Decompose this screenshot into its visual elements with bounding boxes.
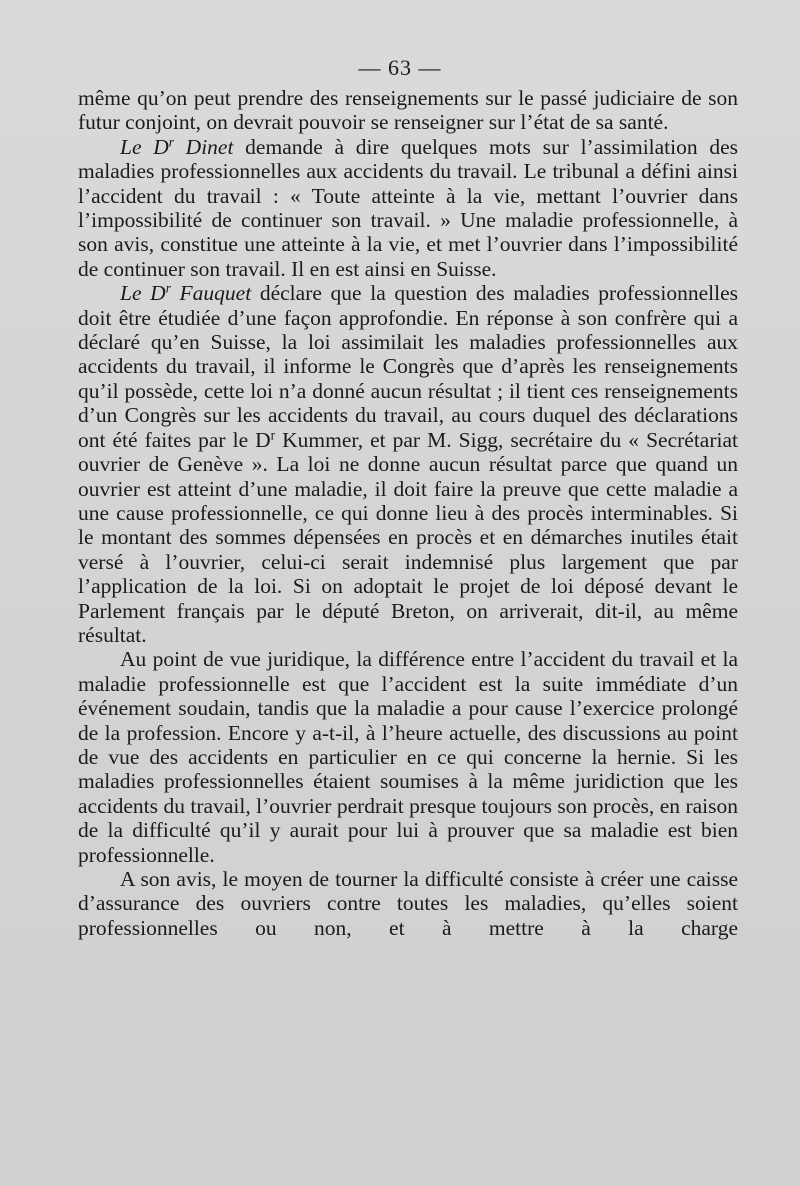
speaker-name: Dinet [185,134,234,159]
paragraph-4 [78,647,738,867]
paragraph-4-text: Au point de vue juridique, la différence entre l’accident du travail et la maladie professionnelle est que l’accident est la suite immédiate d’un événement soudain, tandis que la maladie a pour cause l’exercice prolongé de la profession. Encore y a-t-il, à l’heure actuelle, des discussions au point de vue des accidents en particulier en ce qui concerne la hernie. Si les maladies professionnelles étaient soumises à la même juridiction que les accidents du travail, l’ouvrier perdrait presque toujours son procès, en raison de la difficulté qu’il y aurait pour lui à prouver que sa maladie est bien professionnelle. [78,647,738,867]
speaker-prefix: Le D [120,281,166,306]
paragraph-1 [78,86,738,135]
speaker-superscript: r [168,134,174,150]
paragraph-2 [78,135,738,281]
paragraph-3-text-part-2: Kummer, et par M. Sigg, secrétaire du « Secrétariat ouvrier de Genève ». La loi ne donne aucun résultat parce que quand un ouvrier est atteint d’une maladie, il doit faire la preuve que cette maladie a une cause professionnelle, ce qui donne lieu à des procès interminables. Si le montant des sommes dépensées en procès et en démarches inutiles était versé à l’ouvrier, celui-ci serait indemnisé plus largement que par l’application de la loi. Si on adoptait le projet de loi déposé devant le Parlement français par le député Breton, on arriverait, dit-il, au même résultat. [78,427,738,647]
paragraph-5-text: A son avis, le moyen de tourner la difficulté consiste à créer une caisse d’assurance des ouvriers contre toutes les maladies, qu’elles soient professionnelles ou non, et à mettre à la charge [78,867,738,940]
paragraph-1-text: même qu’on peut prendre des renseignements sur le passé judiciaire de son futur conjoint, on devrait pouvoir se renseigner sur l’état de sa santé. [78,86,738,135]
paragraph-3-text-part-1: déclare que la question des maladies professionnelles doit être étudiée d’une façon approfondie. En réponse à son confrère qui a déclaré qu’en Suisse, la loi assimilait les maladies professionnelles aux accidents du travail, il informe le Congrès que d’après les renseignements qu’il possède, cette loi n’a donné aucun résultat ; il tient ces renseignements d’un Congrès sur les accidents du travail, au cours duquel des déclarations ont été faites par le D [78,281,739,452]
speaker-name: Fauquet [179,281,252,306]
page-number: — 63 — [358,55,442,80]
body-text [78,86,738,940]
speaker-prefix: Le D [120,134,169,159]
paragraph-3 [78,281,738,647]
paragraph-2-text: demande à dire quelques mots sur l’assimilation des maladies professionnelles aux accidents du travail. Le tribunal a défini ainsi l’accident du travail : « Toute atteinte à la vie, mettant l’ouvrier dans l’impossibilité de continuer son travail. » Une maladie professionnelle, à son avis, constitue une atteinte à la vie, et met l’ouvrier dans l’impossibilité de continuer son travail. Il en est ainsi en Suisse. [78,134,739,281]
title-superscript: r [270,427,276,443]
paragraph-5 [78,867,738,940]
speaker-superscript: r [165,280,171,296]
